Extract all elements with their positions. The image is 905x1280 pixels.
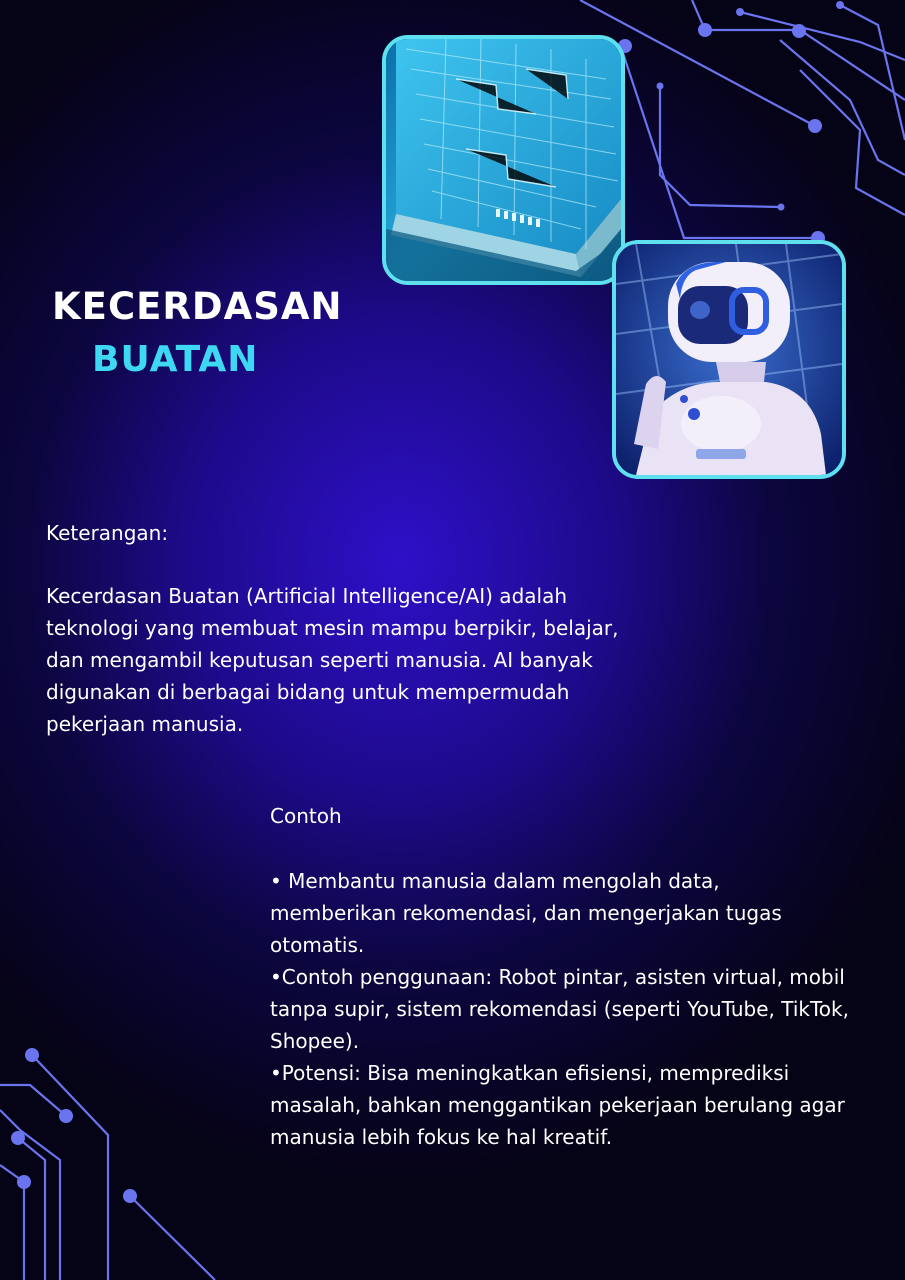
description-body: Kecerdasan Buatan (Artificial Intelligence/AI) adalah teknologi yang membuat mesin mampu berpikir, belajar, dan mengambil keputusan seperti manusia. AI banyak digunakan di berbagai bidang untuk mempermudah pekerjaan manusia. xyxy=(46,584,619,736)
title-line-1: KECERDASAN xyxy=(52,285,343,328)
list-item: •Potensi: Bisa meningkatkan efisiensi, memprediksi masalah, bahkan menggantikan pekerjaan berulang agar manusia lebih fokus ke hal kreatif. xyxy=(270,1061,845,1149)
examples-list xyxy=(270,865,850,1153)
list-item: •Contoh penggunaan: Robot pintar, asisten virtual, mobil tanpa supir, sistem rekomendasi (seperti YouTube, TikTok, Shopee). xyxy=(270,965,849,1053)
circuit-chip-image xyxy=(382,35,625,285)
robot-image xyxy=(612,240,846,479)
examples-heading: Contoh xyxy=(270,804,342,828)
title-line-2: BUATAN xyxy=(92,339,259,380)
list-item: • Membantu manusia dalam mengolah data, memberikan rekomendasi, dan mengerjakan tugas otomatis. xyxy=(270,869,782,957)
description-heading: Keterangan: xyxy=(46,521,169,545)
